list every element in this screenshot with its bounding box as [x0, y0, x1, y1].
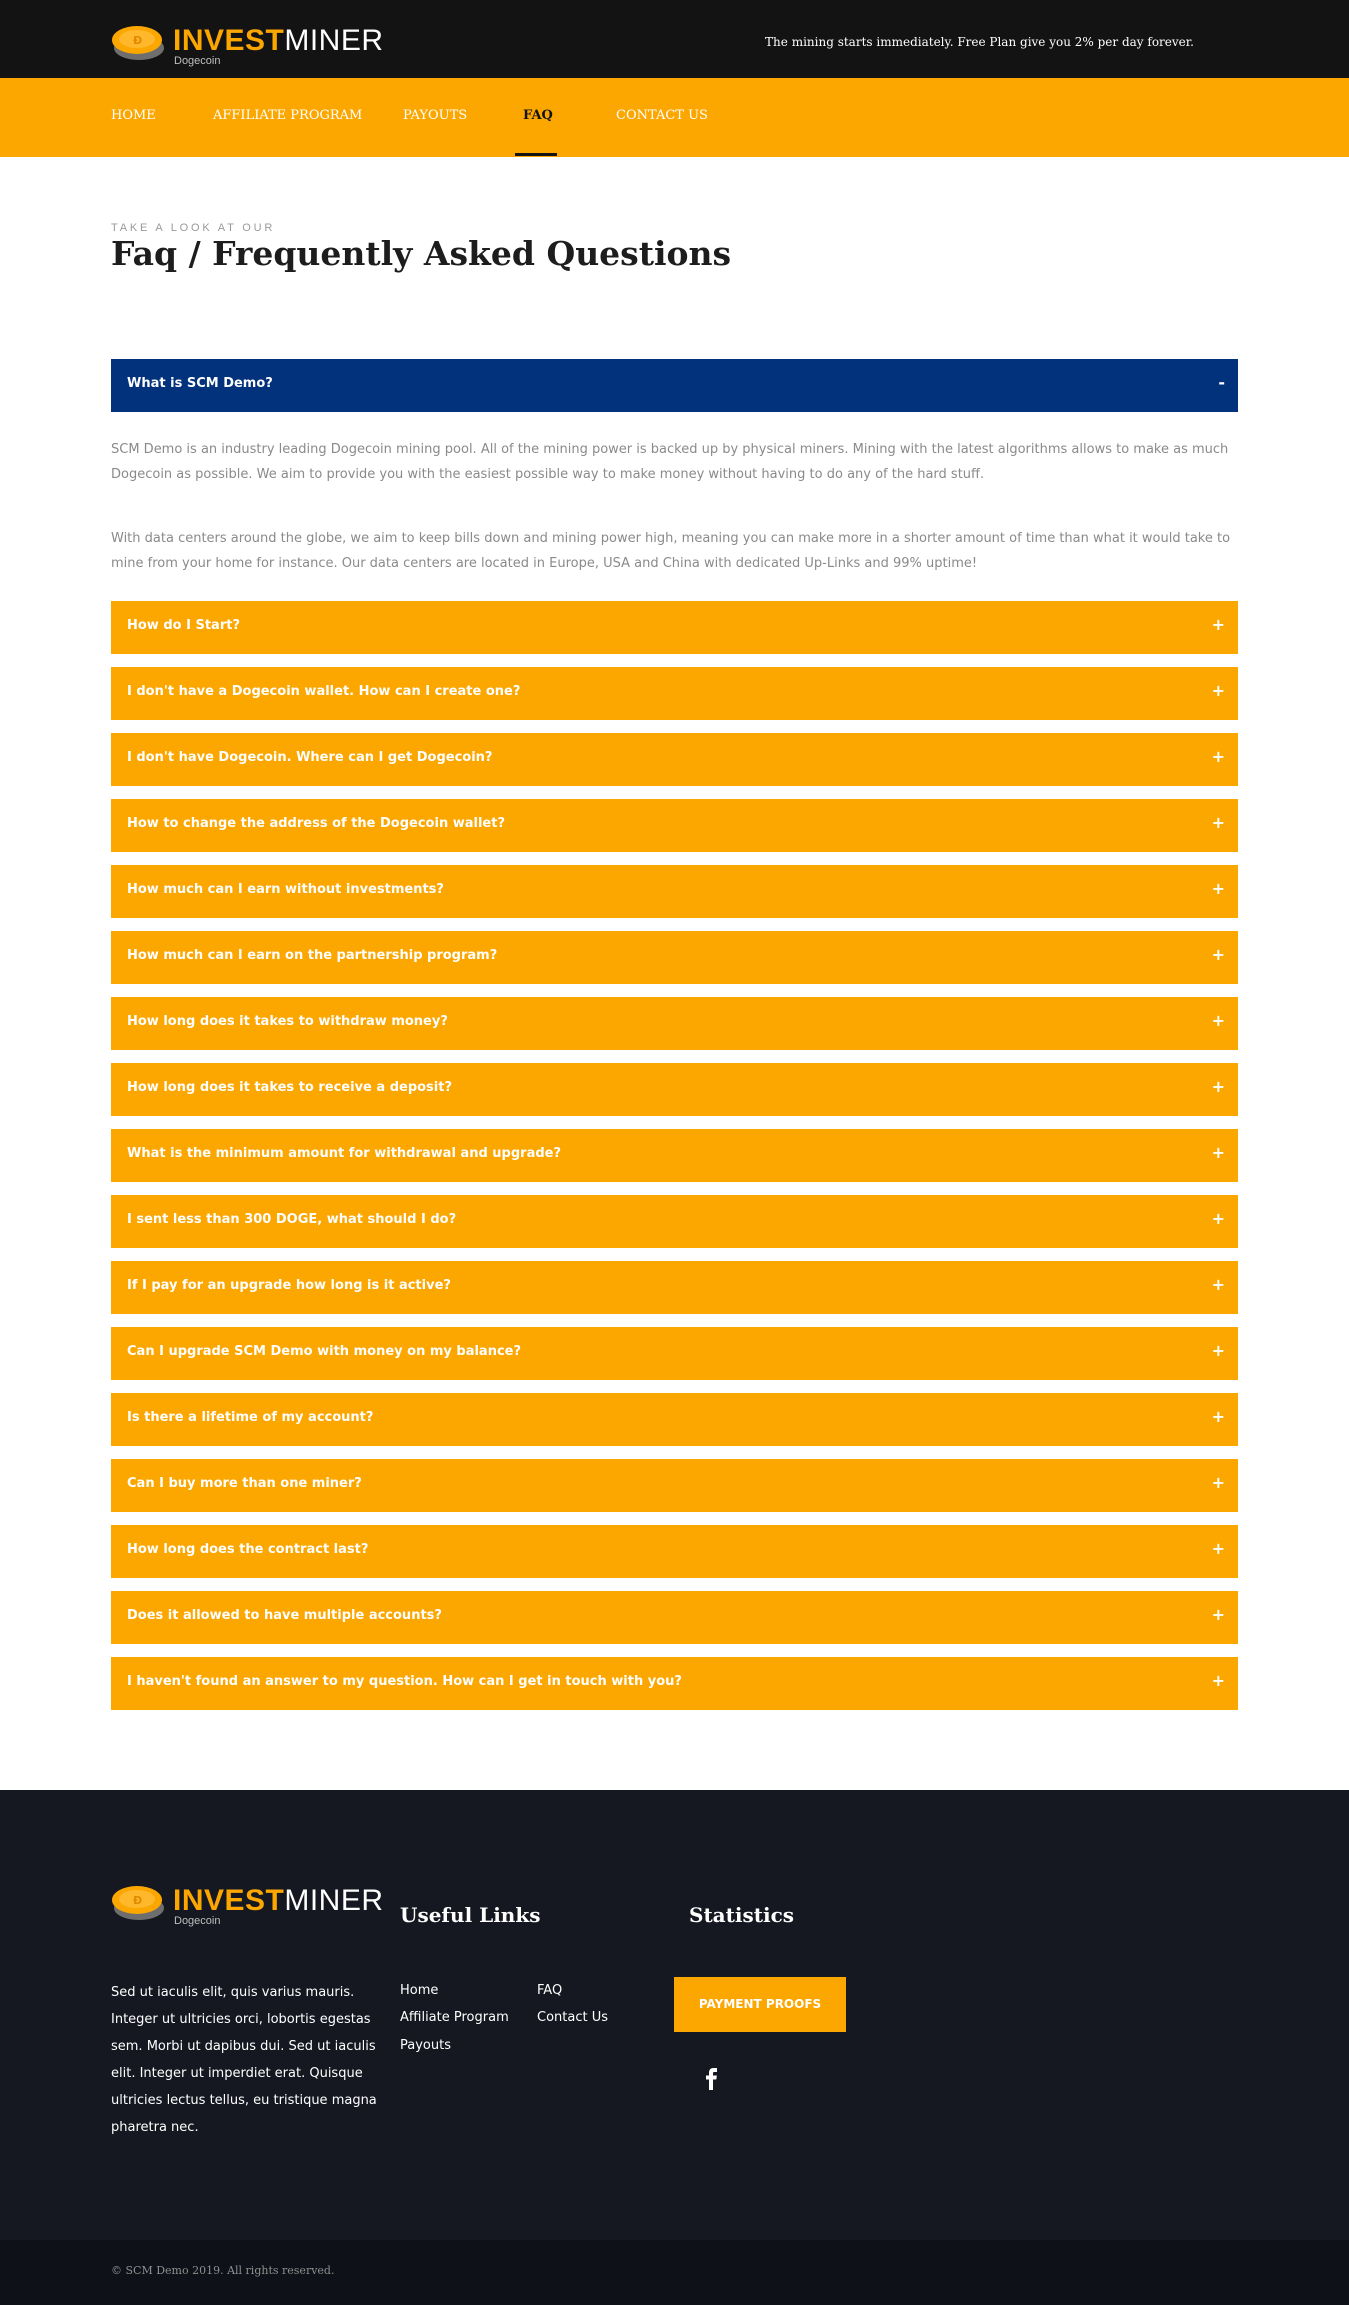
faq-question: What is the minimum amount for withdrawal and upgrade?: [127, 1146, 562, 1161]
collapse-icon[interactable]: -: [1218, 373, 1225, 392]
expand-icon[interactable]: +: [1211, 615, 1225, 634]
footer-link-contact-us[interactable]: Contact Us: [537, 2010, 608, 2025]
nav-item-affiliate-program[interactable]: AFFILIATE PROGRAM: [213, 108, 363, 123]
faq-question: Can I upgrade SCM Demo with money on my balance?: [127, 1344, 522, 1359]
site-logo[interactable]: [111, 22, 391, 66]
expand-icon[interactable]: +: [1211, 1407, 1225, 1426]
faq-question: How do I Start?: [127, 618, 240, 633]
payment-proofs-button[interactable]: PAYMENT PROOFS: [674, 1977, 846, 2032]
faq-item[interactable]: [111, 733, 1238, 786]
page-kicker: TAKE A LOOK AT OUR: [111, 222, 276, 234]
faq-question: If I pay for an upgrade how long is it active?: [127, 1278, 451, 1293]
faq-question: How much can I earn without investments?: [127, 882, 444, 897]
top-message: The mining starts immediately. Free Plan give you 2% per day forever.: [765, 35, 1194, 49]
faq-item-open[interactable]: [111, 359, 1238, 412]
logo-wordmark: [173, 24, 384, 58]
faq-item[interactable]: [111, 1063, 1238, 1116]
faq-question: How long does it takes to withdraw money?: [127, 1014, 448, 1029]
nav-item-payouts[interactable]: PAYOUTS: [403, 108, 468, 123]
footer-logo-wordmark: [173, 1884, 384, 1918]
faq-question: How long does the contract last?: [127, 1542, 369, 1557]
faq-item[interactable]: [111, 799, 1238, 852]
coin-logo-icon: [111, 22, 165, 62]
faq-item[interactable]: [111, 1393, 1238, 1446]
footer-link-affiliate-program[interactable]: Affiliate Program: [400, 2010, 509, 2025]
expand-icon[interactable]: +: [1211, 945, 1225, 964]
faq-item[interactable]: [111, 865, 1238, 918]
faq-item[interactable]: [111, 1657, 1238, 1710]
faq-item[interactable]: [111, 931, 1238, 984]
faq-item[interactable]: [111, 1525, 1238, 1578]
faq-item[interactable]: [111, 1459, 1238, 1512]
footer-about-text: Sed ut iaculis elit, quis varius mauris. Integer ut ultricies orci, lobortis egestas sem. Morbi ut dapibus dui. Sed ut iaculis elit. Integer ut imperdiet erat. Quisque ultricies lectus tellus, eu tristique magna pharetra nec.: [111, 1985, 377, 2135]
faq-question: Does it allowed to have multiple accounts?: [127, 1608, 442, 1623]
footer-logo[interactable]: [111, 1882, 391, 1926]
expand-icon[interactable]: +: [1211, 1605, 1225, 1624]
faq-question: I don't have Dogecoin. Where can I get Dogecoin?: [127, 750, 493, 765]
footer-statistics-title: Statistics: [689, 1903, 795, 1927]
footer-link-payouts[interactable]: Payouts: [400, 2038, 451, 2053]
expand-icon[interactable]: +: [1211, 681, 1225, 700]
expand-icon[interactable]: +: [1211, 1473, 1225, 1492]
svg-text:Ð: Ð: [133, 1894, 143, 1907]
faq-question: Is there a lifetime of my account?: [127, 1410, 374, 1425]
footer-link-faq[interactable]: FAQ: [537, 1983, 563, 1998]
svg-text:Ð: Ð: [133, 34, 143, 47]
faq-question: I don't have a Dogecoin wallet. How can I create one?: [127, 684, 521, 699]
footer-useful-links-title: Useful Links: [400, 1903, 541, 1927]
expand-icon[interactable]: +: [1211, 813, 1225, 832]
footer-logo-invest-text: INVEST: [173, 1884, 285, 1917]
faq-question: Can I buy more than one miner?: [127, 1476, 362, 1491]
faq-question: What is SCM Demo?: [127, 376, 273, 391]
faq-question: How to change the address of the Dogecoin wallet?: [127, 816, 505, 831]
faq-item[interactable]: [111, 1591, 1238, 1644]
expand-icon[interactable]: +: [1211, 1671, 1225, 1690]
faq-item[interactable]: [111, 601, 1238, 654]
facebook-icon[interactable]: [704, 2068, 720, 2090]
faq-item[interactable]: [111, 997, 1238, 1050]
main-nav: [0, 78, 1349, 157]
expand-icon[interactable]: +: [1211, 1275, 1225, 1294]
active-nav-indicator: [515, 153, 557, 156]
faq-item[interactable]: [111, 1129, 1238, 1182]
expand-icon[interactable]: +: [1211, 1143, 1225, 1162]
faq-question: How long does it takes to receive a deposit?: [127, 1080, 452, 1095]
logo-invest-text: INVEST: [173, 24, 285, 57]
expand-icon[interactable]: +: [1211, 1341, 1225, 1360]
faq-item[interactable]: [111, 667, 1238, 720]
faq-question: How much can I earn on the partnership program?: [127, 948, 498, 963]
nav-item-faq[interactable]: FAQ: [523, 108, 553, 123]
footer-link-home[interactable]: Home: [400, 1983, 439, 1998]
top-bar: [0, 0, 1349, 78]
expand-icon[interactable]: +: [1211, 1539, 1225, 1558]
expand-icon[interactable]: +: [1211, 1077, 1225, 1096]
nav-item-contact-us[interactable]: CONTACT US: [616, 108, 708, 123]
footer-coin-logo-icon: [111, 1882, 165, 1922]
page-title: Faq / Frequently Asked Questions: [111, 234, 732, 273]
faq-answer-paragraph-2: With data centers around the globe, we aim to keep bills down and mining power high, meaning you can make more in a shorter amount of time than what it would take to mine from your home for instance. Our data centers are located in Europe, USA and China with dedicated Up-Links and 99% uptime!: [111, 531, 1231, 571]
expand-icon[interactable]: +: [1211, 1011, 1225, 1030]
copyright-text: © SCM Demo 2019. All rights reserved.: [111, 2264, 335, 2277]
nav-item-home[interactable]: HOME: [111, 108, 156, 123]
footer-logo-miner-text: MINER: [284, 1884, 384, 1917]
expand-icon[interactable]: +: [1211, 879, 1225, 898]
faq-item[interactable]: [111, 1195, 1238, 1248]
faq-answer-paragraph-1: SCM Demo is an industry leading Dogecoin mining pool. All of the mining power is backed up by physical miners. Mining with the latest algorithms allows to make as much Dogecoin as possible. We aim to provide you with the easiest possible way to make money without having to do any of the hard stuff.: [111, 442, 1229, 482]
logo-subtitle: Dogecoin: [174, 55, 221, 67]
faq-item[interactable]: [111, 1327, 1238, 1380]
expand-icon[interactable]: +: [1211, 747, 1225, 766]
logo-miner-text: MINER: [284, 24, 384, 57]
expand-icon[interactable]: +: [1211, 1209, 1225, 1228]
faq-question: I haven't found an answer to my question. How can I get in touch with you?: [127, 1674, 682, 1689]
faq-question: I sent less than 300 DOGE, what should I do?: [127, 1212, 457, 1227]
faq-item[interactable]: [111, 1261, 1238, 1314]
footer-logo-subtitle: Dogecoin: [174, 1915, 221, 1927]
